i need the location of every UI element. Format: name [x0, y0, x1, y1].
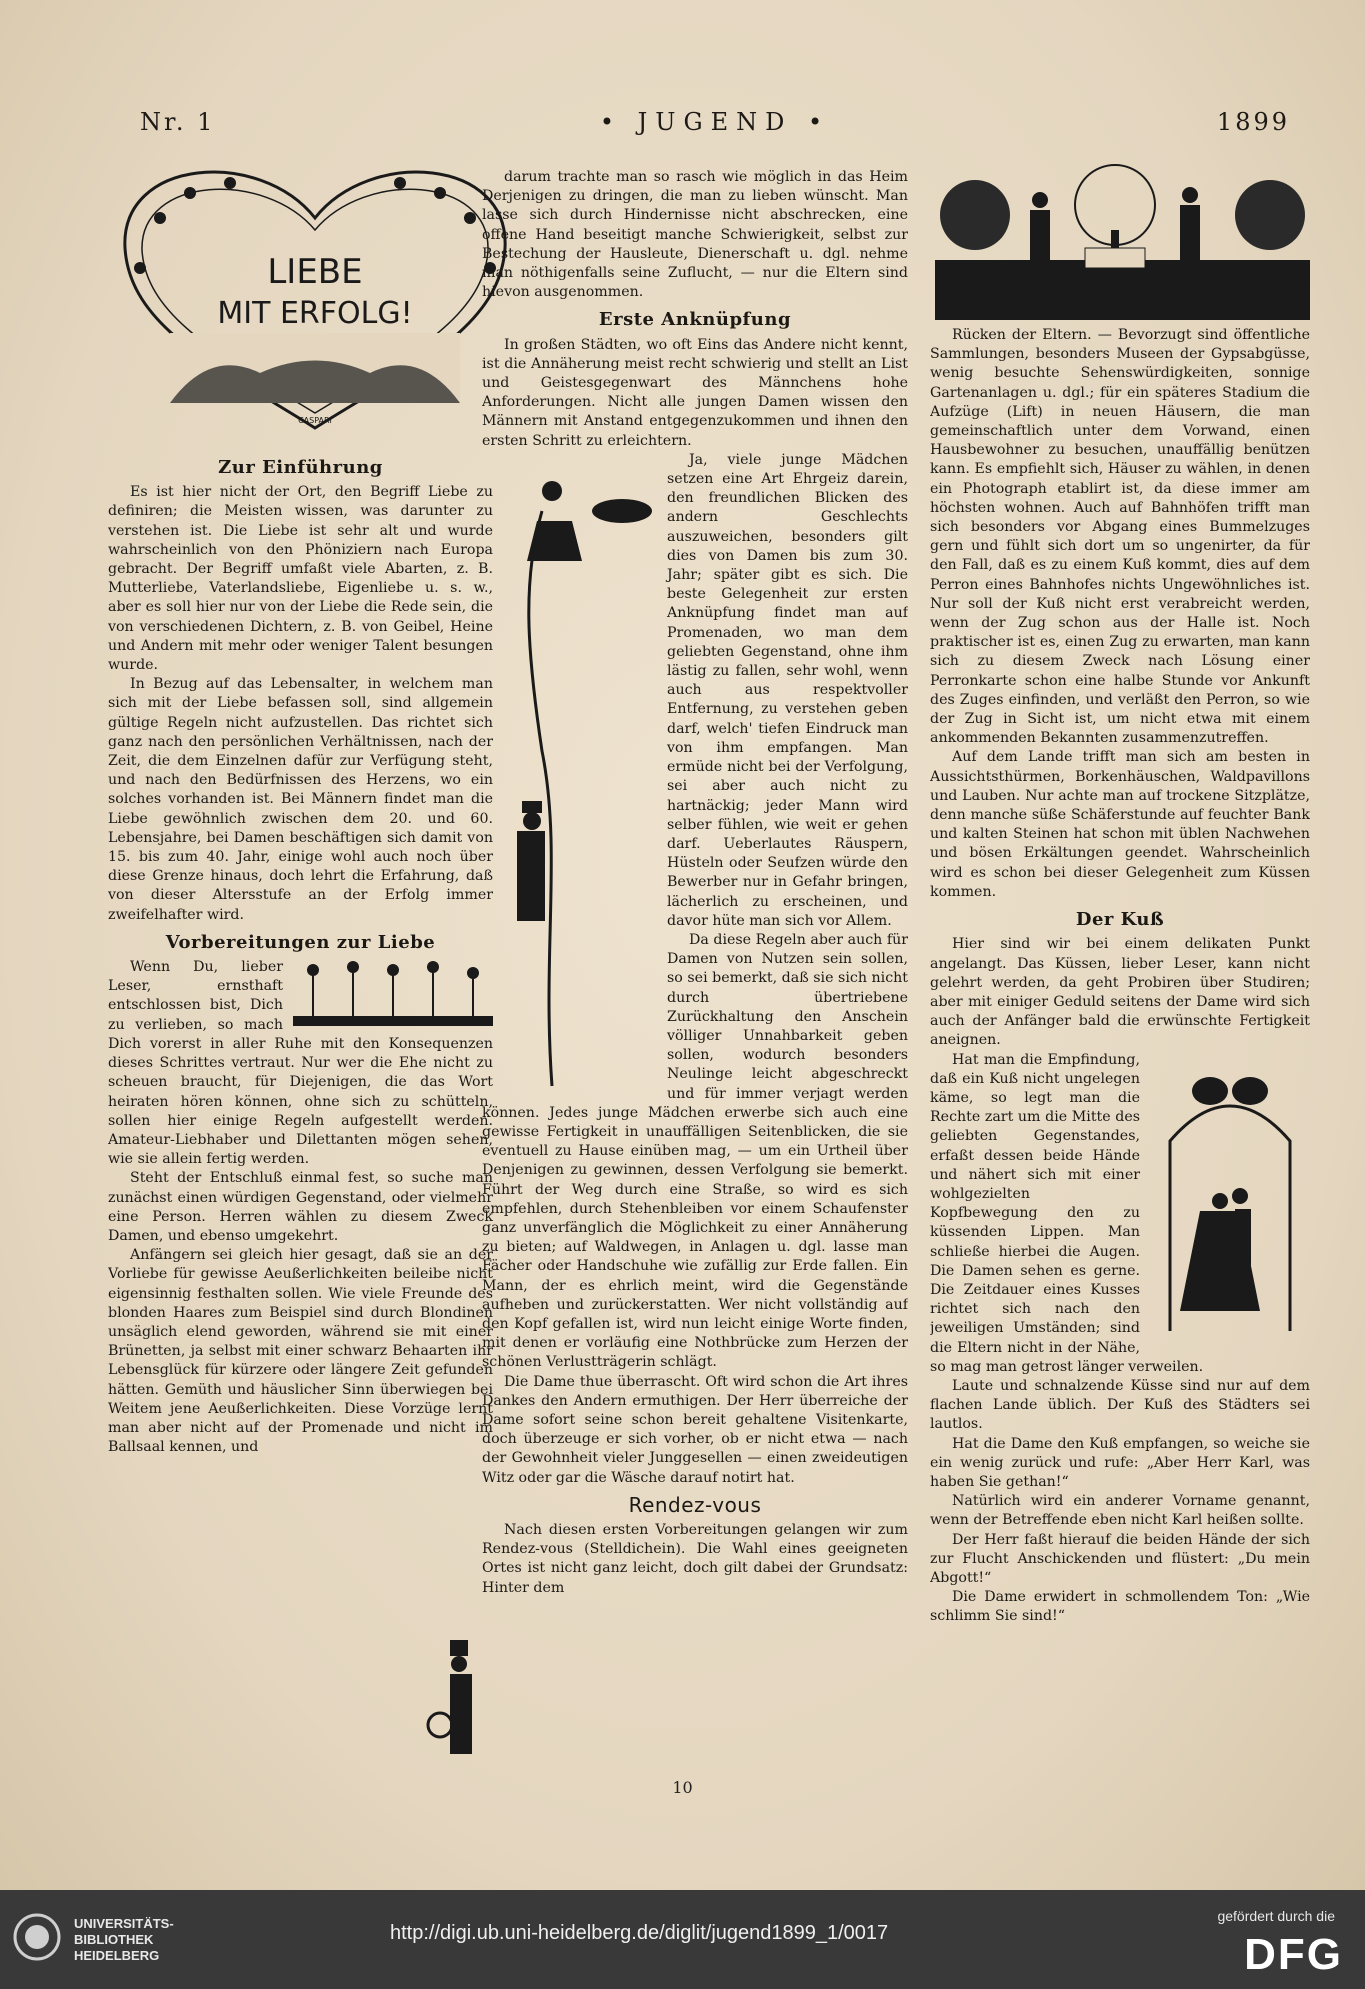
paragraph: Der Herr faßt hierauf die beiden Hände der sich zur Flucht Anschickenden und flüstert: „Du mein Abgott!“ — [930, 1531, 1310, 1586]
column-3 — [930, 326, 1310, 1766]
title-line1: LIEBE — [267, 252, 363, 292]
column-2 — [482, 168, 908, 1763]
paragraph: Natürlich wird ein anderer Vorname genannt, wenn der Betreffende eben nicht Karl heißen sollte. — [930, 1493, 1310, 1529]
paragraph: Laute und schnalzende Küsse sind nur auf dem flachen Lande üblich. Der Kuß des Städters sei lautlos. — [930, 1377, 1310, 1433]
issue-number: Nr. 1 — [140, 108, 216, 136]
library-line1: UNIVERSITÄTS- — [74, 1916, 174, 1931]
paragraph: Auf dem Lande trifft man sich am besten in Aussichtsthürmen, Borkenhäuschen, Waldpavillons und Lauben. Nur achte man auf trockene Sitzplätze, denn manche süße Schäferstunde auf feuchter Bank und kalten Steinen hat schon mit üblen Nachwehen und bösen Erkältungen geendet. Wahrscheinlich wird es schon bei dieser Gelegenheit zum Küssen kommen. — [930, 749, 1310, 900]
heading-introduction: Zur Einführung — [218, 457, 383, 478]
library-line2: BIBLIOTHEK — [74, 1932, 154, 1947]
paragraph: Die Dame thue überrascht. Oft wird schon die Art ihres Dankes den Andern ermuthigen. Der Herr überreiche der Dame sofort seine schon bereit gehaltene Visitenkarte, doch überzeuge er sich vorher, ob er nicht etwa — nach der Gewohnheit vieler Junggesellen — einen zweideutigen Witz oder gar die Wäsche darauf notirt hat. — [482, 1373, 908, 1486]
paragraph: Anfängern sei gleich hier gesagt, daß sie an der Vorliebe für gewisse Aeußerlichkeiten beileibe nicht eigensinnig festhalten sollen. Wie viele Freunde des blonden Haares zum Beispiel sind durch Blondinen unsäglich elend geworden, während sie mit einer Brünetten, ja selbst mit einer schwarz Behaarten ihr Lebensglück für kürzere oder längere Zeit gefunden hätten. Gemüth und häuslicher Sinn überwiegen bei Weitem jene Aeußerlichkeiten. Diese Vorzüge lernt man aber nicht auf der Promenade und nicht im Ballsaal kennen, und — [108, 1247, 493, 1456]
library-line3: HEIDELBERG — [74, 1948, 160, 1963]
paragraph: Wenn Du, lieber Leser, ernsthaft entschlossen bist, Dich zu verlieben, so mach Dich vorerst in aller Ruhe mit den Konsequenzen dieses Schrittes vertraut. Nur wer die Ehe nicht zu scheuen braucht, für Diejenigen, die das Wort heiraten hören können, ohne sich zu schütteln, sollen hier einige Regeln aufgestellt werden. Amateur-Liebhaber und Dilettanten mögen sehen, wie sie allein fertig werden. — [108, 959, 493, 1168]
climbing-man-flower-illustration — [482, 451, 657, 1091]
paragraph: Da diese Regeln aber auch für Damen von Nutzen sein sollen, so sei bemerkt, daß sie sich nicht durch übertriebene Zurückhaltung den Anschein völliger Unnahbarkeit geben sollen, wodurch besonders Neulinge leicht abgeschreckt und für immer verjagt werden können. Jedes junge Mädchen erwerbe sich auch eine gewisse Fertigkeit in unauffälligen Seitenblicken, die sie eventuell zu Hause einüben mag, — um ein Urtheil über Denjenigen zu gewinnen, dessen Verfolgung sie bemerkt. Führt der Weg durch eine Straße, so wird es sich empfehlen, durch Stehenbleiben vor einem Schaufenster ganz unverfänglich die Möglichkeit zu einer Annäherung zu bieten; auf Waldwegen, in Anlagen u. dgl. lasse man Fächer oder Handschuhe wie zufällig zur Erde fallen. Ein Mann, der es ehrlich meint, wird die Gegenstände aufheben und zurückerstatten. Wer nicht vollständig auf den Kopf gefallen ist, wird nun leicht einige Worte finden, mit denen er vorläufig eine Nothbrücke zum Herzen der schönen Verlustträgerin schlägt. — [482, 931, 908, 1371]
heading-first-contact: Erste Anknüpfung — [598, 309, 792, 331]
paragraph: Hier sind wir bei einem delikaten Punkt angelangt. Das Küssen, lieber Leser, kann nicht gelehrt werden, da geht Probiren über Studiren; aber mit einiger Geduld seitens der Dame wird sich auch der Anfänger bald die erwünschte Fertigkeit aneignen. — [930, 936, 1310, 1049]
paragraph: Die Dame erwidert in schmollendem Ton: „Wie schlimm Sie sind!“ — [930, 1589, 1310, 1625]
year: 1899 — [1216, 108, 1290, 136]
funding-label: gefördert durch die — [1217, 1908, 1335, 1924]
artist-signature: CASPARI — [298, 416, 332, 425]
man-with-bouquet-illustration — [420, 1640, 500, 1770]
column-1 — [108, 450, 493, 1770]
paragraph: Ja, viele junge Mädchen setzen eine Art Ehrgeiz darein, den freundlichen Blicken des andern Geschlechts auszuweichen, besonders gilt dies von Damen bis zum 30. Jahr; später gibt es sich. Die beste Gelegenheit zur ersten Anknüpfung findet man auf Promenaden, wo man dem geliebten Gegenstand, ohne ihm lästig zu fallen, sehr wohl, wenn auch aus respektvoller Entfernung, zu verstehen geben darf, welch' tiefen Eindruck man von ihm empfangen. Man ermüde nicht bei der Verfolgung, sei aber auch nicht zu hartnäckig; jeder Mann wird selber fühlen, wie weit er gehen darf. Ueberlautes Räuspern, Hüsteln oder Seufzen würde den Bewerber nur in Gefahr bringen, lächerlich zu erscheinen, und davor hüte man sich vor Allem. — [667, 451, 908, 929]
heading-kiss: Der Kuß — [1075, 909, 1165, 931]
paragraph: Nach diesen ersten Vorbereitungen gelangen wir zum Rendez-vous (Stelldichein). Die Wahl eines geeigneten Ortes ist nicht ganz leicht, doch gilt dabei der Grundsatz: Hinter dem — [482, 1522, 908, 1596]
digitization-footer — [0, 1890, 1365, 1989]
paragraph: In großen Städten, wo oft Eins das Andere nicht kennt, ist die Annäherung meist recht schwierig und stellt an List und Geistesgegenwart des Männchens hohe Anforderungen. Nicht alle jungen Damen wissen den Männern mit Anstand entgegenzukommen und ihnen den ersten Schritt zu erleichtern. — [482, 336, 908, 449]
flower-pots-illustration — [293, 958, 493, 1028]
title-line2: MIT ERFOLG! — [217, 296, 413, 331]
paragraph: darum trachte man so rasch wie möglich in das Heim Derjenigen zu dringen, die man zu lieben wünscht. Man lasse sich durch Hindernisse nicht abschrecken, eine offene Hand beseitigt manche Schwierigkeit, selbst zur Bestechung der Hausleute, Dienerschaft u. dgl. nehme man nöthigenfalls seine Zuflucht, — nur die Eltern sind hievon ausgenommen. — [482, 169, 908, 301]
paragraph: Steht der Entschluß einmal fest, so suche man zunächst einen würdigen Gegenstand, oder vielmehr eine Person. Herren wählen zu diesem Zweck Damen, und ebenso umgekehrt. — [108, 1170, 493, 1244]
paragraph: Hat die Dame den Kuß empfangen, so weiche sie ein wenig zurück und rufe: „Aber Herr Karl, was haben Sie gethan!“ — [930, 1435, 1310, 1490]
page-header — [140, 108, 1290, 142]
title-heart-illustration — [100, 158, 530, 448]
paragraph: Es ist hier nicht der Ort, den Begriff Liebe zu definiren; die Meisten wissen, was darunter zu verstehen ist. Die Liebe ist sehr alt und wurde wahrscheinlich von den Phöniziern nach Europa gebracht. Der Begriff umfaßt viele Abarten, z. B. Mutterliebe, Vaterlandsliebe, Eigenliebe u. s. w., aber es soll hier nur von der Liebe die Rede sein, die von verschiedenen Dichtern, z. B. von Geibel, Heine und Andern mit mehr oder weniger Talent besungen wurde. — [108, 484, 493, 674]
heading-preparations: Vorbereitungen zur Liebe — [165, 931, 436, 953]
garden-couple-illustration — [935, 160, 1310, 330]
paragraph: In Bezug auf das Lebensalter, in welchem man sich mit der Liebe befassen soll, sind allgemein gültige Regeln nicht aufzustellen. Das richtet sich ganz nach den persönlichen Verhältnissen, nach der Zeit, die dem Einzelnen dafür zur Verfügung steht, und nach den Bedürfnissen des Herzens, wo ein solches vorhanden ist. Bei Männern findet man die Liebe gewöhnlich zwischen dem 20. und 60. Lebensjahre, bei Damen beschäftigen sich damit von 15. bis zum 40. Jahr, einige wohl auch noch über diese Grenze hinaus, doch lehrt die Erfahrung, daß von dieser Altersstufe an der Erfolg immer zweifelhafter wird. — [108, 676, 493, 923]
paragraph: Rücken der Eltern. — Bevorzugt sind öffentliche Sammlungen, besonders Museen der Gypsabgüsse, wenig besuchte Sehenswürdigkeiten, sonnige Gartenanlagen u. dgl.; für ein späteres Stadium die Aufzüge (Lift) in neuen Häusern, die man gemeinschaftlich unter dem Vorwand, einen Hausbewohner zu besuchen, unauffällig benützen kann. Es empfiehlt sich, Häuser zu wählen, in denen ein Photograph etablirt ist, da diese immer am höchsten wohnen. Auch auf Bahnhöfen trifft man sich besonders vor Abgang eines Bummelzuges gern und fühlt sich dort um so ungenirter, da für den Fall, daß es zu einem Kuß kommt, dies auf dem Perron eines Bahnhofes nichts Ungewöhnliches ist. Nur soll der Kuß nicht erst verabreicht werden, wenn der Zug schon aus der Halle ist. Noch praktischer ist es, einen Zug zu erwarten, man kann sich zu diesem Zweck nach Lösung einer Perronkarte schon eine halbe Stunde vor Ankunft des Zuges einfinden, und verläßt den Perron, so wie der Zug in Sicht ist, um nicht etwa mit einem ankommenden Bekannten zusammenzutreffen. — [930, 327, 1310, 747]
kissing-couple-illustration — [1150, 1051, 1310, 1341]
magazine-title: • JUGEND • — [599, 108, 831, 136]
permalink-url[interactable]: http://digi.ub.uni-heidelberg.de/diglit/jugend1899_1/0017 — [390, 1922, 889, 1944]
page-number: 10 — [672, 1778, 693, 1797]
dfg-logo: DFG — [1244, 1930, 1343, 1979]
heading-rendezvous: Rendez-vous — [628, 1492, 762, 1517]
library-name — [74, 1916, 174, 1964]
university-seal-icon — [12, 1912, 62, 1962]
paragraph: Hat man die Empfindung, daß ein Kuß nicht ungelegen käme, so legt man die Rechte zart um die Mitte des geliebten Gegenstandes, erfaßt dessen beide Hände und nähert sich mit einer wohlgezielten Kopfbewegung den zu küssenden Lippen. Man schließe hierbei die Augen. Die Damen sehen es gerne. Die Zeitdauer eines Kusses richtet sich nach den jeweiligen Umständen; sind die Eltern nicht in der Nähe, so mag man getrost länger verweilen. — [930, 1051, 1204, 1375]
